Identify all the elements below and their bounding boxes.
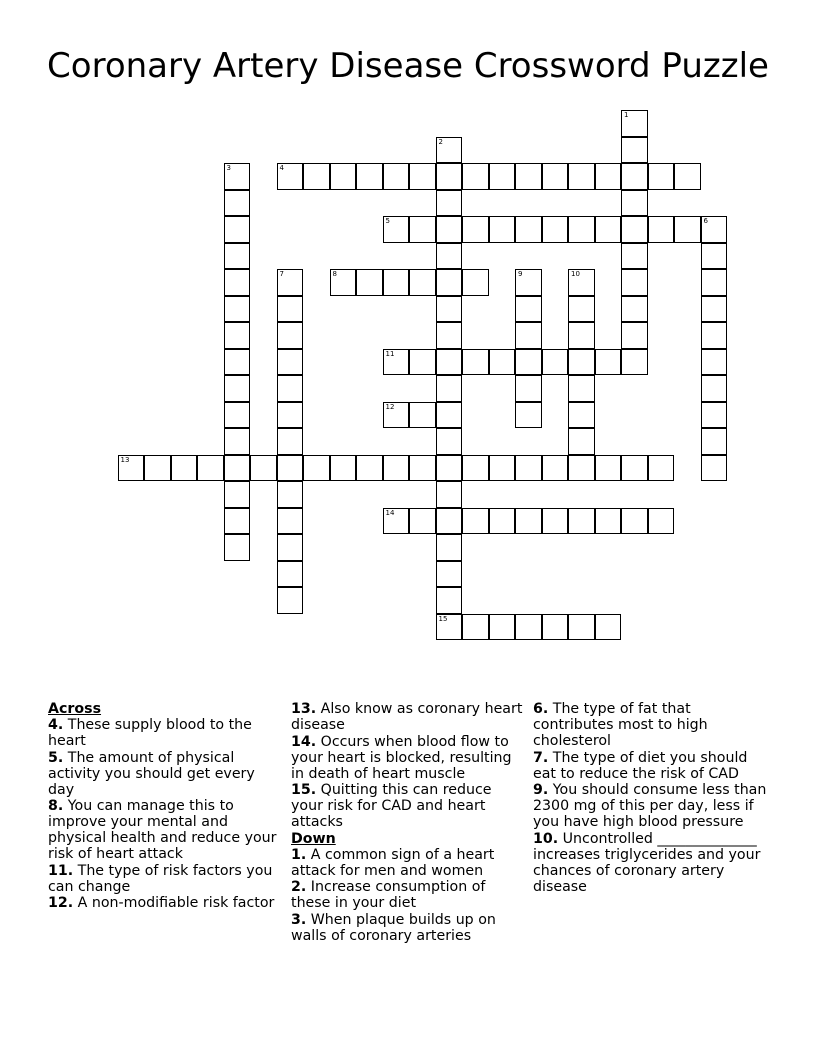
clue-number: 8 bbox=[332, 270, 337, 278]
grid-cell[interactable] bbox=[277, 561, 304, 588]
grid-cell[interactable] bbox=[224, 190, 251, 217]
grid-cell[interactable] bbox=[224, 534, 251, 561]
grid-cell[interactable] bbox=[436, 137, 463, 164]
clue-number: 12 bbox=[385, 402, 395, 411]
grid-cell[interactable] bbox=[568, 163, 595, 190]
grid-cell[interactable] bbox=[621, 163, 648, 190]
grid-cell[interactable] bbox=[674, 216, 701, 243]
grid-cell[interactable] bbox=[515, 322, 542, 349]
clue-item bbox=[533, 701, 769, 749]
clue-number-label: 6. bbox=[533, 701, 549, 717]
grid-cell[interactable] bbox=[383, 349, 410, 376]
grid-cell[interactable] bbox=[568, 455, 595, 482]
grid-cell[interactable] bbox=[515, 349, 542, 376]
grid-cell[interactable] bbox=[568, 349, 595, 376]
grid-cell[interactable] bbox=[515, 375, 542, 402]
grid-cell[interactable] bbox=[462, 163, 489, 190]
grid-cell[interactable] bbox=[436, 243, 463, 270]
grid-cell[interactable] bbox=[568, 508, 595, 535]
grid-cell[interactable] bbox=[436, 402, 463, 429]
grid-cell[interactable] bbox=[409, 349, 436, 376]
grid-cell[interactable] bbox=[224, 349, 251, 376]
grid-cell[interactable] bbox=[542, 349, 569, 376]
grid-cell[interactable] bbox=[701, 296, 728, 323]
grid-cell[interactable] bbox=[701, 216, 728, 243]
grid-cell[interactable] bbox=[515, 508, 542, 535]
grid-cell[interactable] bbox=[701, 322, 728, 349]
clue-number: 6 bbox=[703, 217, 708, 225]
grid-cell[interactable] bbox=[436, 269, 463, 296]
grid-cell[interactable] bbox=[568, 269, 595, 296]
clue-number: 5 bbox=[385, 217, 390, 225]
grid-cell[interactable] bbox=[621, 269, 648, 296]
grid-cell[interactable] bbox=[648, 455, 675, 482]
grid-cell[interactable] bbox=[250, 455, 277, 482]
grid-cell[interactable] bbox=[436, 508, 463, 535]
down-heading: Down bbox=[291, 830, 336, 847]
grid-cell[interactable] bbox=[171, 455, 198, 482]
grid-cell[interactable] bbox=[489, 614, 516, 641]
grid-cell[interactable] bbox=[277, 402, 304, 429]
grid-cell[interactable] bbox=[701, 243, 728, 270]
grid-cell[interactable] bbox=[515, 269, 542, 296]
grid-cell[interactable] bbox=[224, 402, 251, 429]
grid-cell[interactable] bbox=[383, 455, 410, 482]
clue-text: Increase consumption of these in your diet bbox=[291, 879, 486, 911]
grid-cell[interactable] bbox=[436, 455, 463, 482]
grid-cell[interactable] bbox=[436, 614, 463, 641]
grid-cell[interactable] bbox=[118, 455, 145, 482]
clue-number: 3 bbox=[226, 164, 231, 172]
clue-item bbox=[291, 912, 523, 944]
grid-cell[interactable] bbox=[515, 296, 542, 323]
grid-cell[interactable] bbox=[383, 163, 410, 190]
grid-cell[interactable] bbox=[383, 269, 410, 296]
grid-cell[interactable] bbox=[595, 216, 622, 243]
clue-item bbox=[291, 847, 523, 879]
grid-cell[interactable] bbox=[462, 216, 489, 243]
grid-cell[interactable] bbox=[144, 455, 171, 482]
grid-cell[interactable] bbox=[489, 163, 516, 190]
clue-text: The amount of physical activity you should get every day bbox=[48, 749, 255, 798]
grid-cell[interactable] bbox=[330, 455, 357, 482]
grid-cell[interactable] bbox=[224, 296, 251, 323]
across-clue-list bbox=[48, 717, 284, 911]
grid-cell[interactable] bbox=[462, 508, 489, 535]
grid-cell[interactable] bbox=[595, 455, 622, 482]
grid-cell[interactable] bbox=[356, 455, 383, 482]
grid-cell[interactable] bbox=[489, 508, 516, 535]
grid-cell[interactable] bbox=[568, 322, 595, 349]
clue-number-label: 2. bbox=[291, 879, 307, 895]
clues-column-left bbox=[48, 701, 284, 912]
grid-cell[interactable] bbox=[489, 455, 516, 482]
clue-number: 2 bbox=[438, 137, 443, 146]
across-heading: Across bbox=[48, 701, 102, 717]
grid-cell[interactable] bbox=[542, 216, 569, 243]
clue-number: 14 bbox=[385, 508, 395, 517]
grid-cell[interactable] bbox=[409, 508, 436, 535]
grid-cell[interactable] bbox=[436, 190, 463, 217]
clue-item bbox=[48, 895, 284, 911]
grid-cell[interactable] bbox=[224, 455, 251, 482]
grid-cell[interactable] bbox=[277, 269, 304, 296]
clue-text: Occurs when blood flow to your heart is blocked, resulting in death of heart muscle bbox=[291, 733, 512, 782]
grid-cell[interactable] bbox=[621, 455, 648, 482]
clue-number-label: 7. bbox=[533, 749, 549, 766]
grid-cell[interactable] bbox=[595, 163, 622, 190]
grid-cell[interactable] bbox=[277, 587, 304, 614]
clue-text: A non-modifiable risk factor bbox=[73, 895, 275, 911]
grid-cell[interactable] bbox=[621, 137, 648, 164]
clue-text: Uncontrolled ______________ increases triglycerides and your chances of coronary artery disease bbox=[533, 830, 761, 895]
grid-cell[interactable] bbox=[568, 402, 595, 429]
grid-cell[interactable] bbox=[621, 110, 648, 137]
grid-cell[interactable] bbox=[489, 216, 516, 243]
clue-text: A common sign of a heart attack for men and women bbox=[291, 846, 495, 879]
clue-item bbox=[291, 879, 523, 911]
grid-cell[interactable] bbox=[277, 508, 304, 535]
grid-cell[interactable] bbox=[568, 296, 595, 323]
clue-number: 9 bbox=[518, 270, 523, 278]
grid-cell[interactable] bbox=[436, 349, 463, 376]
grid-cell[interactable] bbox=[277, 428, 304, 455]
clue-text: When plaque builds up on walls of coronary arteries bbox=[291, 911, 496, 944]
clue-number-label: 11. bbox=[48, 862, 74, 879]
grid-cell[interactable] bbox=[383, 216, 410, 243]
grid-cell[interactable] bbox=[277, 296, 304, 323]
clue-number-label: 14. bbox=[291, 733, 317, 750]
clue-number-label: 8. bbox=[48, 798, 64, 814]
grid-cell[interactable] bbox=[303, 163, 330, 190]
clue-number-label: 3. bbox=[291, 911, 307, 928]
clue-text: The type of diet you should eat to reduce the risk of CAD bbox=[533, 749, 748, 782]
grid-cell[interactable] bbox=[462, 349, 489, 376]
grid-cell[interactable] bbox=[621, 349, 648, 376]
grid-cell[interactable] bbox=[383, 402, 410, 429]
clue-number: 1 bbox=[624, 111, 629, 119]
clue-item bbox=[48, 750, 284, 798]
clue-item bbox=[48, 863, 284, 895]
clue-item bbox=[533, 782, 769, 830]
grid-cell[interactable] bbox=[356, 269, 383, 296]
grid-cell[interactable] bbox=[701, 428, 728, 455]
clue-number-label: 1. bbox=[291, 846, 307, 863]
clue-text: Quitting this can reduce your risk for CAD and heart attacks bbox=[291, 782, 492, 830]
grid-cell[interactable] bbox=[197, 455, 224, 482]
grid-cell[interactable] bbox=[462, 455, 489, 482]
grid-cell[interactable] bbox=[409, 269, 436, 296]
grid-cell[interactable] bbox=[595, 508, 622, 535]
grid-cell[interactable] bbox=[542, 614, 569, 641]
grid-cell[interactable] bbox=[568, 428, 595, 455]
clue-number-label: 4. bbox=[48, 717, 64, 733]
grid-cell[interactable] bbox=[462, 269, 489, 296]
down-clue-list-continued bbox=[533, 701, 769, 895]
clue-item bbox=[533, 831, 769, 895]
grid-cell[interactable] bbox=[701, 402, 728, 429]
grid-cell[interactable] bbox=[356, 163, 383, 190]
grid-cell[interactable] bbox=[542, 455, 569, 482]
grid-cell[interactable] bbox=[303, 455, 330, 482]
clue-text: You should consume less than 2300 mg of this per day, less if you have high blood pressure bbox=[533, 782, 767, 830]
clue-number-label: 13. bbox=[291, 701, 317, 717]
grid-cell[interactable] bbox=[277, 455, 304, 482]
grid-cell[interactable] bbox=[648, 163, 675, 190]
clue-number-label: 9. bbox=[533, 782, 549, 798]
clue-number: 10 bbox=[571, 270, 580, 278]
grid-cell[interactable] bbox=[595, 349, 622, 376]
grid-cell[interactable] bbox=[462, 614, 489, 641]
grid-cell[interactable] bbox=[224, 163, 251, 190]
grid-cell[interactable] bbox=[224, 216, 251, 243]
grid-cell[interactable] bbox=[648, 508, 675, 535]
grid-cell[interactable] bbox=[568, 216, 595, 243]
grid-cell[interactable] bbox=[436, 561, 463, 588]
grid-cell[interactable] bbox=[436, 587, 463, 614]
grid-cell[interactable] bbox=[436, 428, 463, 455]
grid-cell[interactable] bbox=[409, 163, 436, 190]
grid-cell[interactable] bbox=[621, 216, 648, 243]
grid-cell[interactable] bbox=[277, 375, 304, 402]
grid-cell[interactable] bbox=[621, 243, 648, 270]
grid-cell[interactable] bbox=[409, 455, 436, 482]
grid-cell[interactable] bbox=[436, 322, 463, 349]
grid-cell[interactable] bbox=[330, 269, 357, 296]
grid-cell[interactable] bbox=[224, 481, 251, 508]
clue-item bbox=[291, 701, 523, 733]
clue-number: 15 bbox=[438, 614, 448, 623]
across-clue-list-continued bbox=[291, 701, 523, 830]
grid-cell[interactable] bbox=[701, 349, 728, 376]
grid-cell[interactable] bbox=[515, 455, 542, 482]
clue-number: 7 bbox=[279, 270, 284, 278]
grid-cell[interactable] bbox=[277, 534, 304, 561]
clue-number-label: 10. bbox=[533, 830, 559, 847]
grid-cell[interactable] bbox=[621, 322, 648, 349]
clue-item bbox=[48, 717, 284, 749]
clue-number: 4 bbox=[279, 164, 284, 172]
grid-cell[interactable] bbox=[621, 296, 648, 323]
clue-item bbox=[48, 798, 284, 862]
clue-item bbox=[533, 750, 769, 782]
grid-cell[interactable] bbox=[515, 163, 542, 190]
grid-cell[interactable] bbox=[542, 508, 569, 535]
clue-item bbox=[291, 782, 523, 830]
clue-item bbox=[291, 734, 523, 782]
grid-cell[interactable] bbox=[542, 163, 569, 190]
grid-cell[interactable] bbox=[224, 508, 251, 535]
clues-column-right bbox=[533, 701, 769, 895]
clue-number: 11 bbox=[385, 349, 395, 358]
grid-cell[interactable] bbox=[224, 375, 251, 402]
grid-cell[interactable] bbox=[277, 163, 304, 190]
clue-text: Also know as coronary heart disease bbox=[291, 701, 523, 733]
grid-cell[interactable] bbox=[674, 163, 701, 190]
grid-cell[interactable] bbox=[595, 614, 622, 641]
clues-column-middle bbox=[291, 701, 523, 944]
clue-number-label: 12. bbox=[48, 895, 74, 911]
clue-number: 13 bbox=[120, 455, 130, 464]
grid-cell[interactable] bbox=[489, 349, 516, 376]
grid-cell[interactable] bbox=[224, 243, 251, 270]
grid-cell[interactable] bbox=[621, 508, 648, 535]
grid-cell[interactable] bbox=[277, 481, 304, 508]
grid-cell[interactable] bbox=[224, 269, 251, 296]
grid-cell[interactable] bbox=[568, 375, 595, 402]
clue-text: These supply blood to the heart bbox=[48, 717, 252, 749]
grid-cell[interactable] bbox=[648, 216, 675, 243]
clue-number-label: 5. bbox=[48, 749, 64, 766]
clue-text: The type of risk factors you can change bbox=[48, 862, 273, 895]
grid-cell[interactable] bbox=[436, 375, 463, 402]
grid-cell[interactable] bbox=[436, 534, 463, 561]
grid-cell[interactable] bbox=[383, 508, 410, 535]
grid-cell[interactable] bbox=[409, 216, 436, 243]
grid-cell[interactable] bbox=[515, 614, 542, 641]
grid-cell[interactable] bbox=[515, 216, 542, 243]
grid-cell[interactable] bbox=[409, 402, 436, 429]
grid-cell[interactable] bbox=[277, 349, 304, 376]
grid-cell[interactable] bbox=[515, 402, 542, 429]
grid-cell[interactable] bbox=[701, 455, 728, 482]
grid-cell[interactable] bbox=[701, 375, 728, 402]
grid-cell[interactable] bbox=[277, 322, 304, 349]
grid-cell[interactable] bbox=[568, 614, 595, 641]
grid-cell[interactable] bbox=[621, 190, 648, 217]
down-clue-list bbox=[291, 847, 523, 944]
clue-text: You can manage this to improve your mental and physical health and reduce your risk of heart attack bbox=[48, 798, 277, 862]
grid-cell[interactable] bbox=[436, 296, 463, 323]
grid-cell[interactable] bbox=[436, 163, 463, 190]
grid-cell[interactable] bbox=[436, 481, 463, 508]
grid-cell[interactable] bbox=[330, 163, 357, 190]
page-title: Coronary Artery Disease Crossword Puzzle bbox=[47, 46, 769, 86]
grid-cell[interactable] bbox=[436, 216, 463, 243]
clue-text: The type of fat that contributes most to high cholesterol bbox=[533, 701, 708, 749]
grid-cell[interactable] bbox=[224, 322, 251, 349]
grid-cell[interactable] bbox=[224, 428, 251, 455]
grid-cell[interactable] bbox=[701, 269, 728, 296]
clue-number-label: 15. bbox=[291, 782, 317, 798]
